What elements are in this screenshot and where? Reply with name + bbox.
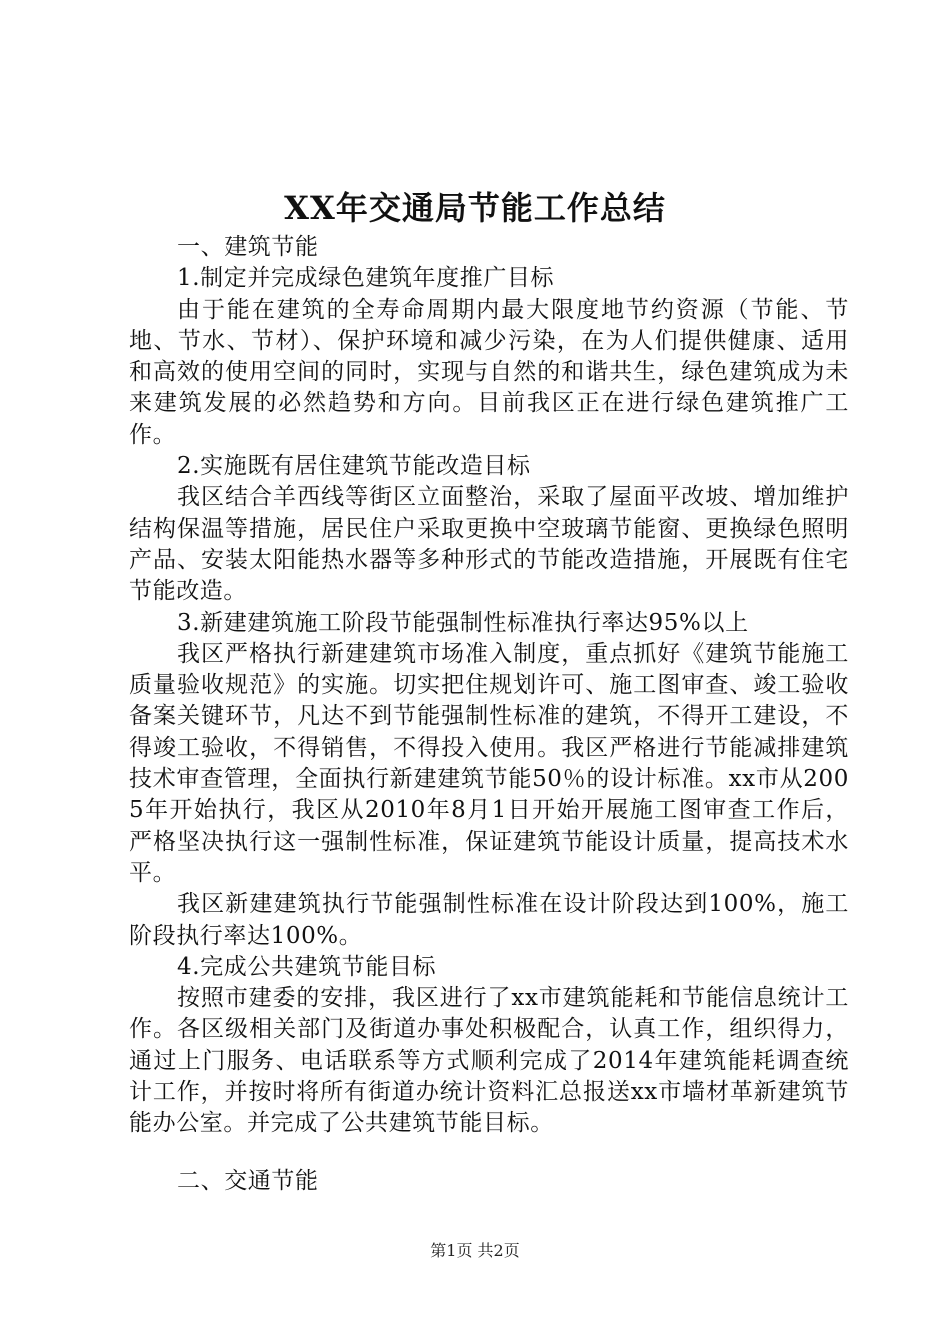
paragraph-5: 按照市建委的安排，我区进行了xx市建筑能耗和节能信息统计工作。各区级相关部门及街道办事处积极配合，认真工作，组织得力，通过上门服务、电话联系等方式顺利完成了2014年建筑能耗调查统计工作，并按时将所有街道办统计资料汇总报送xx市墙材革新建筑节能办公室。并完成了公共建筑节能目标。 xyxy=(129,985,849,1137)
paragraph-2: 我区结合羊西线等街区立面整治，采取了屋面平改坡、增加维护结构保温等措施，居民住户采取更换中空玻璃节能窗、更换绿色照明产品、安装太阳能热水器等多种形式的节能改造措施，开展既有住宅节能改造。 xyxy=(129,484,849,605)
subsection-heading-4: 4.完成公共建筑节能目标 xyxy=(177,953,437,980)
section-heading-building: 一、建筑节能 xyxy=(177,234,319,260)
subsection-heading-3: 3.新建建筑施工阶段节能强制性标准执行率达95%以上 xyxy=(177,609,749,636)
section-heading-traffic: 二、交通节能 xyxy=(177,1167,319,1194)
paragraph-3: 我区严格执行新建建筑市场准入制度，重点抓好《建筑节能施工质量验收规范》的实施。切实把住规划许可、施工图审查、竣工验收备案关键环节，凡达不到节能强制性标准的建筑，不得开工建设，不得竣工验收，不得销售，不得投入使用。我区严格进行节能减排建筑技术审查管理，全面执行新建建筑节能50％的设计标准。xx市从2005年开始执行，我区从2010年8月1日开始开展施工图审查工作后，严格坚决执行这一强制性标准，保证建筑节能设计质量，提高技术水平。 xyxy=(129,640,849,886)
document-title: XX年交通局节能工作总结 xyxy=(284,189,666,227)
document-body xyxy=(129,232,849,1197)
section-spacer xyxy=(129,1140,849,1166)
paragraph-4: 我区新建建筑执行节能强制性标准在设计阶段达到100%，施工阶段执行率达100%。 xyxy=(129,891,849,949)
subsection-heading-1: 1.制定并完成绿色建筑年度推广目标 xyxy=(177,265,555,292)
paragraph-1: 由于能在建筑的全寿命周期内最大限度地节约资源（节能、节地、节水、节材）、保护环境和减少污染，在为人们提供健康、适用和高效的使用空间的同时，实现与自然的和谐共生，绿色建筑成为未来建筑发展的必然趋势和方向。目前我区正在进行绿色建筑推广工作。 xyxy=(129,296,849,448)
subsection-heading-2: 2.实施既有居住建筑节能改造目标 xyxy=(177,453,531,480)
page-footer: 第1页 共2页 xyxy=(430,1241,520,1260)
